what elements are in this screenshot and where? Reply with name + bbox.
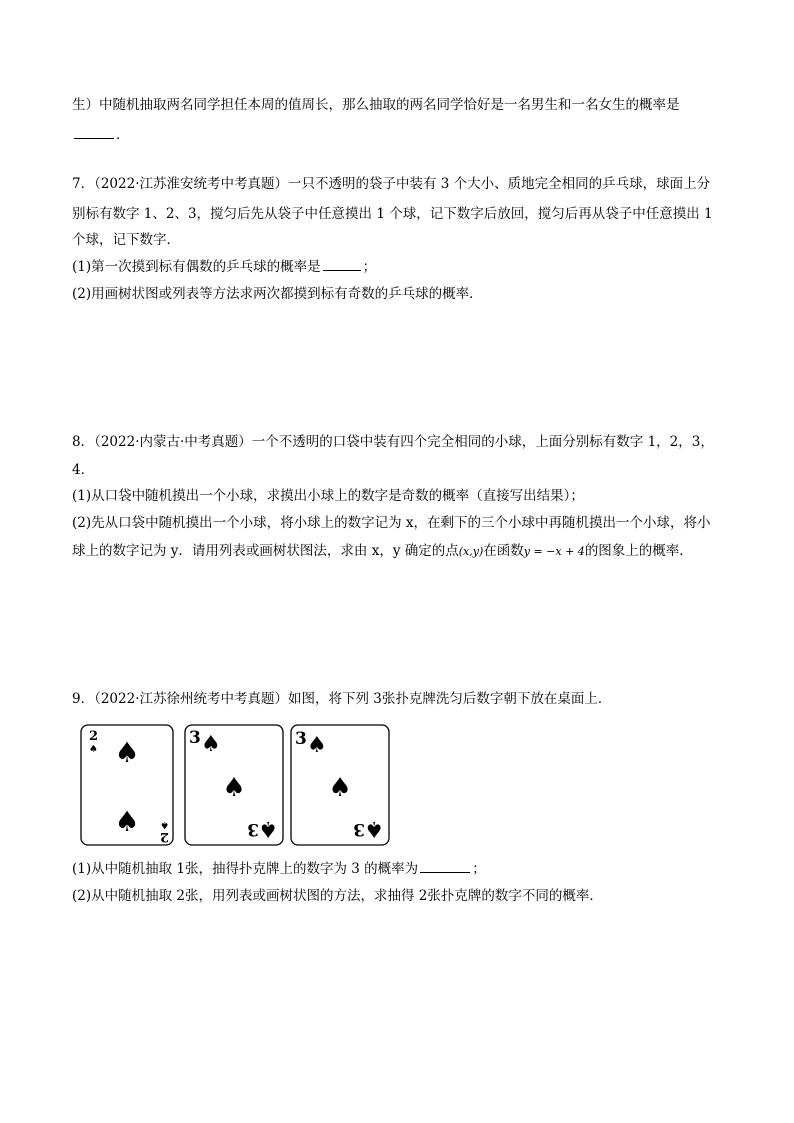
q9-part-2: (2)从中随机抽取 2张，用列表或画树状图的方法，求抽得 2张扑克牌的数字不同的概率． [72, 888, 603, 904]
q8-part-2-b [72, 541, 693, 562]
q8-part-2-b-2: 在函数 [483, 543, 524, 559]
spade-icon: ♠ [160, 819, 169, 830]
spade-icon: ♠ [114, 805, 140, 838]
q9-line-1: 9．（2022·江苏徐州统考中考真题）如图，将下列 3张扑克牌洗匀后数字朝下放在桌面上． [72, 691, 612, 707]
spade-icon: ♠ [364, 816, 384, 841]
q7-part-1-end: ； [362, 259, 377, 275]
q8-line-1: 8．（2022·内蒙古·中考真题）一个不透明的口袋中装有四个完全相同的小球，上面分别标有数字 1，2，3， [72, 434, 714, 450]
answer-blank[interactable] [74, 126, 114, 139]
card-rank: 3 [353, 819, 365, 839]
card-3-spades [290, 724, 390, 846]
q9-part-1-text: (1)从中随机抽取 1张，抽得扑克牌上的数字为 3 的概率为 [72, 861, 419, 877]
card-rank: 2 [89, 729, 99, 744]
card-rank: 3 [247, 819, 259, 839]
q8-part-2-a: (2)先从口袋中随机摸出一个小球，将小球上的数字记为 x，在剩下的三个小球中再随机摸出一个小球，将小 [72, 515, 711, 531]
card-rank: 3 [189, 728, 201, 748]
q7-line-3: 个球，记下数字． [72, 232, 180, 248]
function-formula: y = −x + 4 [523, 545, 585, 558]
card-rank: 3 [295, 729, 307, 749]
card-rank: 2 [159, 829, 169, 844]
intro-line-1: 生）中随机抽取两名同学担任本周的值周长，那么抽取的两名同学恰好是一名男生和一名女生的概率是 [72, 97, 680, 113]
spade-icon: ♠ [222, 773, 246, 803]
spade-icon: ♠ [114, 736, 140, 769]
spade-icon: ♠ [89, 744, 98, 755]
q8-part-1: (1)从口袋中随机摸出一个小球，求摸出小球上的数字是奇数的概率（直接写出结果）； [72, 488, 584, 504]
q9-part-1-end: ； [472, 861, 486, 877]
point-formula: (x,y) [458, 545, 484, 558]
q7-line-1: 7．（2022·江苏淮安统考中考真题）一只不透明的袋子中装有 3 个大小、质地完全相同的乒乓球，球面上分 [72, 176, 711, 192]
card-2-spades [80, 724, 174, 846]
q8-part-2-b-3: 的图象上的概率． [584, 543, 693, 559]
q8-line-2: 4． [72, 462, 95, 478]
spade-icon: ♠ [258, 816, 278, 841]
intro-line-2-end: ． [116, 127, 130, 143]
q8-part-2-b-1: 球上的数字记为 y．请用列表或画树状图法，求由 x，y 确定的点 [72, 543, 459, 559]
intro-line-2 [72, 125, 130, 145]
spade-icon: ♠ [328, 773, 352, 803]
answer-blank[interactable] [420, 860, 470, 873]
q9-part-1 [72, 859, 486, 879]
q7-part-1 [72, 257, 376, 277]
playing-cards-figure [80, 724, 390, 848]
answer-blank[interactable] [323, 258, 361, 271]
spade-icon: ♠ [307, 733, 327, 758]
spade-icon: ♠ [201, 732, 221, 757]
card-3-spades [184, 724, 284, 846]
q7-part-1-text: (1)第一次摸到标有偶数的乒乓球的概率是 [72, 259, 321, 275]
q7-line-2: 别标有数字 1、2、3，搅匀后先从袋子中任意摸出 1 个球，记下数字后放回，搅匀后再从袋子中任意摸出 1 [72, 206, 713, 222]
q7-part-2: (2)用画树状图或列表等方法求两次都摸到标有奇数的乒乓球的概率． [72, 286, 483, 302]
